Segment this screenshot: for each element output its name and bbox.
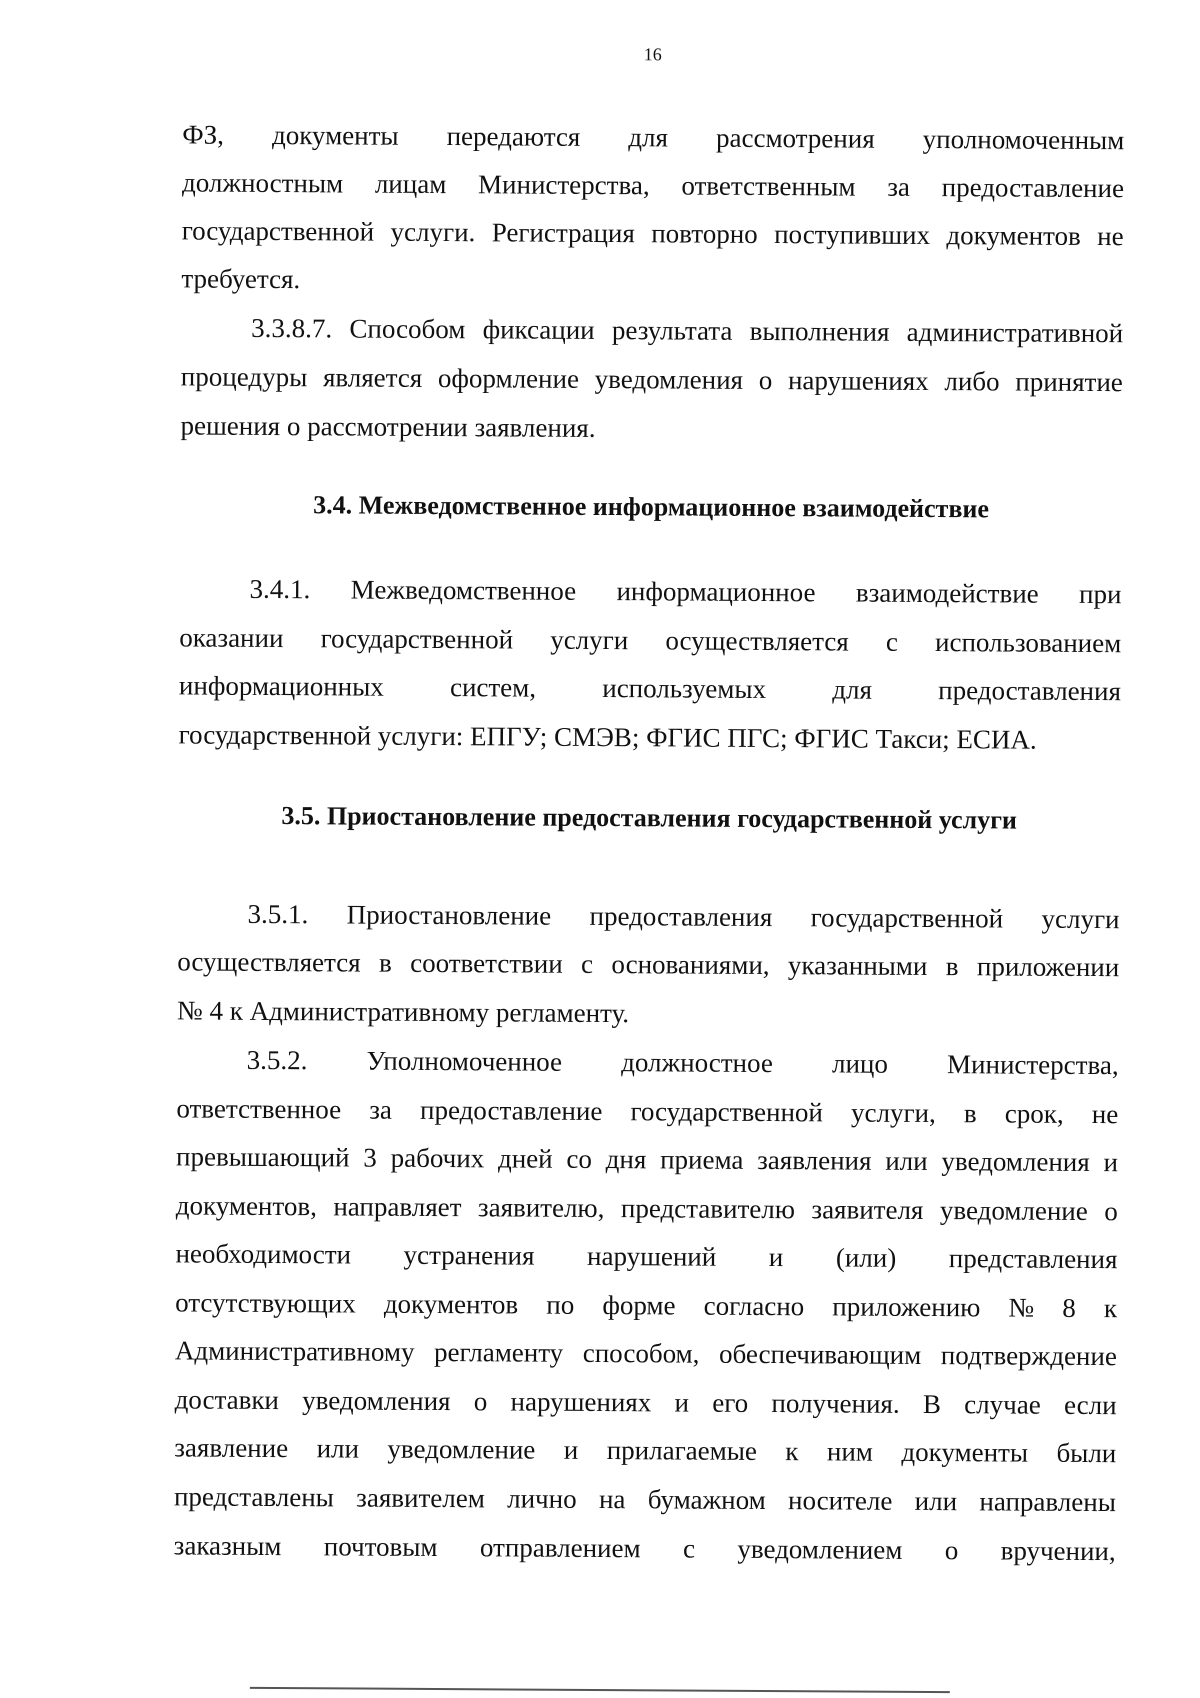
word: фиксации — [482, 314, 595, 345]
word: государственной — [810, 902, 1004, 934]
word: документов — [383, 1288, 519, 1320]
word: соответствии — [410, 947, 563, 979]
word: и — [768, 1242, 784, 1273]
word: информационное — [616, 576, 816, 608]
word: за — [887, 171, 911, 202]
word: представителю — [620, 1193, 796, 1225]
word: и — [563, 1434, 579, 1465]
text-line — [174, 1430, 1116, 1470]
word: при — [1079, 578, 1122, 610]
word: повторно — [651, 218, 758, 249]
text-line — [181, 310, 1123, 350]
word: о — [944, 1535, 959, 1566]
text-line: № 4 к Административному регламенту. — [176, 995, 630, 1029]
word: направлены — [979, 1486, 1117, 1518]
text-line — [174, 1479, 1116, 1519]
word: указанными — [787, 950, 928, 982]
word: к — [785, 1436, 799, 1467]
word: ответственным — [681, 170, 856, 202]
word: и — [1103, 1147, 1119, 1178]
word: предоставления — [589, 900, 773, 933]
text-line — [174, 1528, 1116, 1568]
section-heading-3-5: 3.5. Приостановление предоставления государственной услуги — [281, 801, 1018, 835]
word: не — [1091, 1099, 1119, 1130]
word: бумажном — [647, 1484, 766, 1516]
word: документов, — [175, 1190, 317, 1222]
word: административной — [906, 316, 1124, 349]
word: на — [598, 1484, 626, 1515]
word: ФЗ, — [182, 119, 225, 150]
word: дней — [497, 1143, 553, 1174]
word: или — [316, 1433, 360, 1464]
text-line — [182, 165, 1124, 205]
word: устранения — [403, 1239, 535, 1271]
word: 3.5.2. — [246, 1044, 308, 1076]
word: заявления — [757, 1144, 872, 1176]
word: уведомление — [939, 1195, 1088, 1226]
word: процедуры — [180, 361, 308, 393]
word: обеспечивающим — [718, 1338, 922, 1370]
text-line — [182, 117, 1124, 157]
word: приема — [660, 1144, 744, 1175]
word: его — [712, 1387, 749, 1418]
word: согласно — [703, 1290, 805, 1322]
word: получения. — [771, 1388, 900, 1419]
word: поступивших — [774, 219, 931, 251]
word: Уполномоченное — [366, 1045, 563, 1077]
text-line — [176, 1091, 1118, 1131]
word: документов — [946, 220, 1081, 251]
word: осуществляется — [177, 946, 361, 978]
word: с — [682, 1533, 696, 1564]
word: документы — [901, 1436, 1029, 1468]
word: уведомления — [941, 1146, 1090, 1177]
page-number: 16 — [643, 44, 662, 65]
word: рабочих — [390, 1142, 485, 1174]
word: представлены — [173, 1481, 334, 1513]
word: В — [922, 1388, 942, 1420]
word: лично — [507, 1483, 577, 1514]
word: с — [885, 626, 898, 657]
word: направляет — [333, 1191, 462, 1223]
word: уведомления — [594, 363, 744, 395]
word: о — [473, 1386, 488, 1417]
word: со — [566, 1143, 593, 1174]
word: носителе — [787, 1485, 893, 1516]
word: либо — [944, 366, 1000, 397]
word: за — [369, 1094, 392, 1125]
word: государственной — [181, 215, 375, 247]
word: не — [1097, 221, 1124, 252]
word: лицо — [831, 1048, 889, 1079]
word: Межведомственное — [350, 574, 577, 606]
word: 3.5.1. — [247, 898, 309, 930]
word: Министерства, — [947, 1049, 1119, 1081]
word: необходимости — [175, 1238, 352, 1270]
word: Министерства, — [478, 169, 650, 201]
word: и — [674, 1387, 690, 1418]
word: услуги. — [390, 216, 476, 248]
text-line: государственной услуги: ЕПГУ; СМЭВ; ФГИС ПГС; ФГИС Такси; ЕСИА. — [178, 719, 1037, 755]
text-line — [177, 1042, 1119, 1082]
word: результата — [611, 315, 733, 346]
word: выполнения — [749, 315, 890, 347]
text-line — [175, 1285, 1117, 1325]
text-line — [179, 571, 1121, 611]
word: 3.3.8.7. — [251, 312, 333, 344]
word: осуществляется — [665, 625, 849, 657]
word: государственной — [320, 623, 514, 655]
word: дня — [605, 1144, 647, 1175]
word: уведомлением — [737, 1533, 903, 1565]
word: в — [963, 1098, 977, 1129]
word: услуги, — [850, 1097, 936, 1129]
word: прилагаемые — [606, 1435, 757, 1466]
word: должностное — [621, 1047, 773, 1079]
word: форме — [602, 1290, 676, 1321]
word: оформление — [437, 363, 580, 394]
word: способом, — [582, 1337, 700, 1369]
word: регламенту — [434, 1336, 564, 1368]
word: превышающий — [176, 1141, 350, 1173]
word: предоставление — [941, 172, 1125, 204]
text-line — [175, 1333, 1117, 1373]
word: почтовым — [323, 1531, 438, 1563]
word: уведомление — [387, 1433, 536, 1465]
word: № — [1008, 1292, 1035, 1323]
text-line — [179, 668, 1121, 708]
word: вручении, — [1000, 1535, 1116, 1567]
word: нарушениях — [510, 1386, 652, 1418]
word: для — [628, 122, 669, 153]
word: отправлением — [479, 1532, 641, 1564]
word: взаимодействие — [855, 577, 1039, 609]
word: были — [1056, 1437, 1117, 1469]
word: о — [758, 364, 773, 396]
word: заявителем — [356, 1482, 485, 1514]
word: предоставление — [419, 1094, 603, 1127]
word: или — [914, 1485, 958, 1517]
word: для — [832, 674, 873, 705]
text-line: решения о рассмотрении заявления. — [180, 410, 596, 443]
word: Административному — [174, 1335, 415, 1367]
word: передаются — [446, 121, 581, 152]
word: срок, — [1004, 1098, 1064, 1129]
word: в — [945, 951, 959, 982]
word: услуги — [550, 624, 629, 656]
word: документы — [271, 119, 399, 151]
text-line — [182, 213, 1124, 253]
word: информационных — [178, 670, 384, 702]
word: представления — [948, 1243, 1118, 1275]
word: предоставления — [938, 675, 1122, 707]
word: 8 — [1062, 1292, 1076, 1323]
text-line — [175, 1236, 1117, 1276]
word: принятие — [1015, 366, 1123, 398]
word: оказании — [179, 622, 284, 654]
text-line — [176, 1139, 1118, 1179]
text-line — [177, 944, 1119, 984]
word: подтверждение — [940, 1340, 1117, 1372]
word: заявление — [174, 1432, 289, 1464]
word: (или) — [835, 1242, 897, 1273]
text-line: требуется. — [181, 263, 301, 295]
word: ним — [826, 1436, 874, 1467]
word: Приостановление — [346, 899, 552, 931]
word: Регистрация — [491, 217, 635, 249]
bottom-rule — [250, 1687, 950, 1693]
word: уполномоченным — [922, 123, 1125, 156]
word: основаниями, — [611, 949, 770, 981]
word: используемых — [602, 673, 767, 705]
word: нарушений — [586, 1240, 717, 1272]
word: в — [378, 947, 392, 978]
word: должностным — [181, 167, 344, 199]
word: о — [1104, 1196, 1118, 1227]
word: уведомления — [302, 1385, 451, 1417]
section-heading-3-4: 3.4. Межведомственное информационное взаимодействие — [313, 490, 990, 524]
word: доставки — [174, 1384, 280, 1416]
word: рассмотрения — [715, 122, 875, 154]
text-line — [176, 1188, 1118, 1228]
word: Способом — [349, 313, 466, 345]
word: заказным — [173, 1530, 282, 1562]
word: нарушениях — [787, 365, 929, 396]
word: заявителя — [811, 1194, 924, 1225]
word: приложению — [832, 1291, 981, 1323]
word: систем, — [449, 672, 537, 703]
word: приложении — [976, 951, 1120, 983]
word: 3 — [363, 1142, 377, 1173]
word: 3.4.1. — [249, 573, 311, 605]
word: случае — [964, 1389, 1041, 1420]
text-line — [179, 620, 1121, 660]
word: государственной — [630, 1096, 824, 1128]
word: с — [581, 948, 594, 979]
word: ответственное — [176, 1093, 342, 1125]
word: или — [885, 1145, 928, 1177]
word: является — [322, 362, 423, 393]
word: отсутствующих — [175, 1287, 356, 1319]
text-line — [177, 896, 1119, 936]
word: заявителю, — [477, 1192, 605, 1224]
word: по — [546, 1289, 575, 1320]
word: если — [1063, 1389, 1117, 1421]
text-line — [181, 359, 1123, 399]
word: к — [1103, 1293, 1118, 1324]
word: услуги — [1041, 903, 1120, 935]
word: лицам — [374, 168, 447, 200]
text-line — [175, 1382, 1117, 1422]
word: использованием — [934, 627, 1122, 659]
